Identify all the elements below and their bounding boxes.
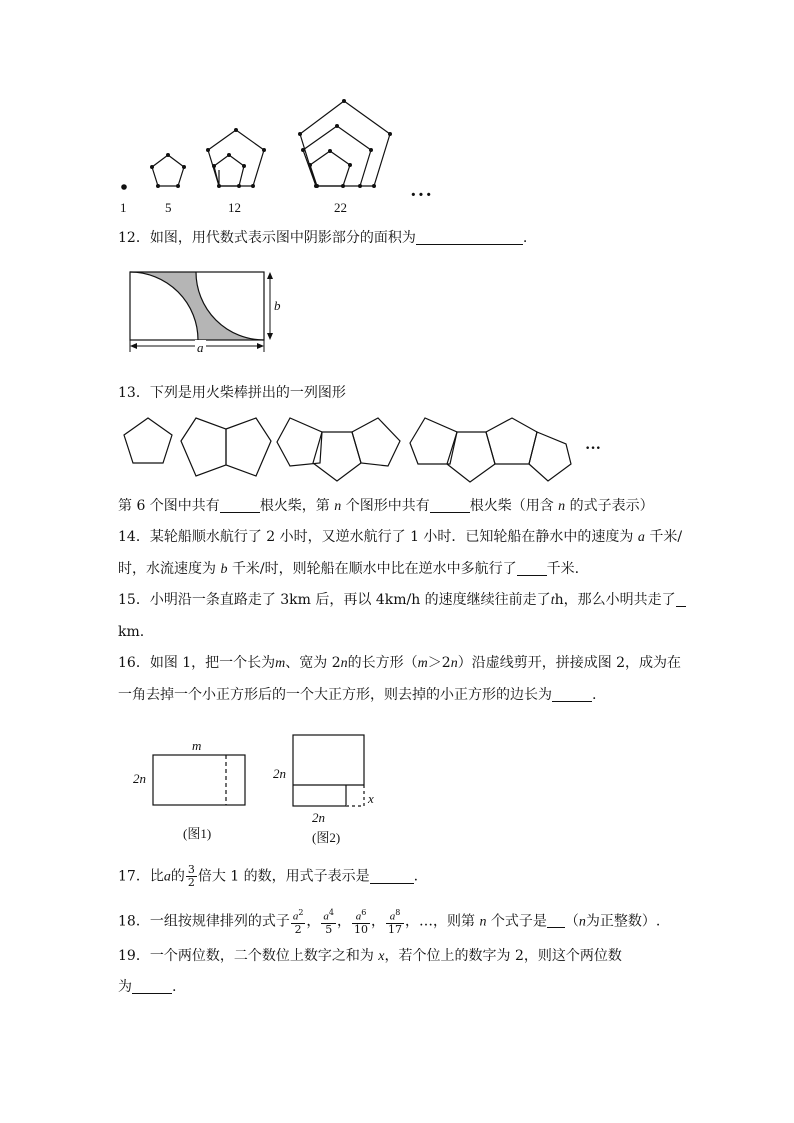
question-15: 15．小明沿一条直路走了 3km 后，再以 4km/h 的速度继续往前走了th，那么小明共走了: [118, 590, 686, 611]
question-17: 17．比a的 $\frac{3}{2}$ 倍大 1 的数，用式子表示是 .: [118, 863, 419, 889]
answer-blank-14: [517, 561, 547, 576]
fig1-label-m: m: [192, 738, 202, 753]
question-14-line2: 时，水流速度为 b 千米/时，则轮船在顺水中比在逆水中多航行了 千米.: [118, 561, 580, 577]
answer-blank-19: [132, 979, 172, 994]
term-3: $\frac{a^6}{10}$: [354, 908, 369, 936]
answer-blank-18: [547, 913, 565, 928]
fraction-three-halves: $\frac{3}{2}$: [187, 863, 195, 889]
sequence-label-2: 5: [165, 200, 172, 215]
answer-blank-12: [416, 230, 523, 245]
answer-blank-13a: [220, 498, 260, 513]
question-19-line2: 为 .: [118, 979, 177, 995]
matchstick-ellipsis: ···: [585, 440, 602, 457]
fig-label-a: a: [197, 340, 204, 355]
question-13-line2: 第 6 个图中共有 根火柴，第 n 个图形中共有 根火柴（用含 n 的式子表示）: [118, 498, 654, 514]
sequence-ellipsis: ···: [410, 184, 434, 206]
fig2-label-x: x: [368, 791, 374, 806]
fig-label-b: b: [274, 298, 281, 313]
question-16: 16．如图 1，把一个长为m、宽为 2n的长方形（m＞2n）沿虚线剪开，拼接成图 2，成为在: [118, 655, 682, 671]
answer-blank-13b: [430, 498, 470, 513]
rectangle-cut-figures: [153, 735, 364, 806]
sequence-label-1: 1: [120, 200, 127, 215]
question-15-line2: km.: [118, 624, 145, 640]
answer-blank-17: [370, 869, 414, 884]
question-13: 13．下列是用火柴棒拼出的一列图形: [118, 385, 346, 401]
term-1: $\frac{a^2}{2}$: [292, 908, 304, 936]
fig2-label-2n-left: 2n: [273, 766, 286, 781]
term-4: $\frac{a^8}{17}$: [388, 908, 403, 936]
fig2-label-2n-bottom: 2n: [312, 810, 325, 825]
fig1-caption: (图1): [183, 826, 212, 841]
question-14: 14．某轮船顺水航行了 2 小时，又逆水航行了 1 小时．已知轮船在静水中的速度为 a 千米/: [118, 529, 683, 545]
question-16-line2: 一角去掉一个小正方形后的一个大正方形，则去掉的小正方形的边长为 .: [118, 687, 597, 703]
sequence-label-3: 12: [228, 200, 241, 215]
answer-blank-16: [552, 687, 592, 702]
question-18: 18．一组按规律排列的式子 $\frac{a^2}{2}$ ， $\frac{a^4}{5}$ ， $\frac{a^6}{10}$ ， $\frac{a^8}{17}$ ，…，则第 n 个式子是 （n为正整数）.: [118, 908, 661, 936]
answer-blank-15: [676, 592, 686, 607]
sequence-label-4: 22: [334, 200, 347, 215]
fig2-caption: (图2): [312, 830, 341, 845]
question-12: 12．如图，用代数式表示图中阴影部分的面积为 .: [118, 230, 528, 246]
term-2: $\frac{a^4}{5}$: [323, 908, 335, 936]
matchstick-figures: [124, 418, 571, 482]
question-19: 19．一个两位数，二个数位上数字之和为 x，若个位上的数字为 2，则这个两位数: [118, 948, 622, 964]
fig1-label-2n: 2n: [133, 771, 146, 786]
